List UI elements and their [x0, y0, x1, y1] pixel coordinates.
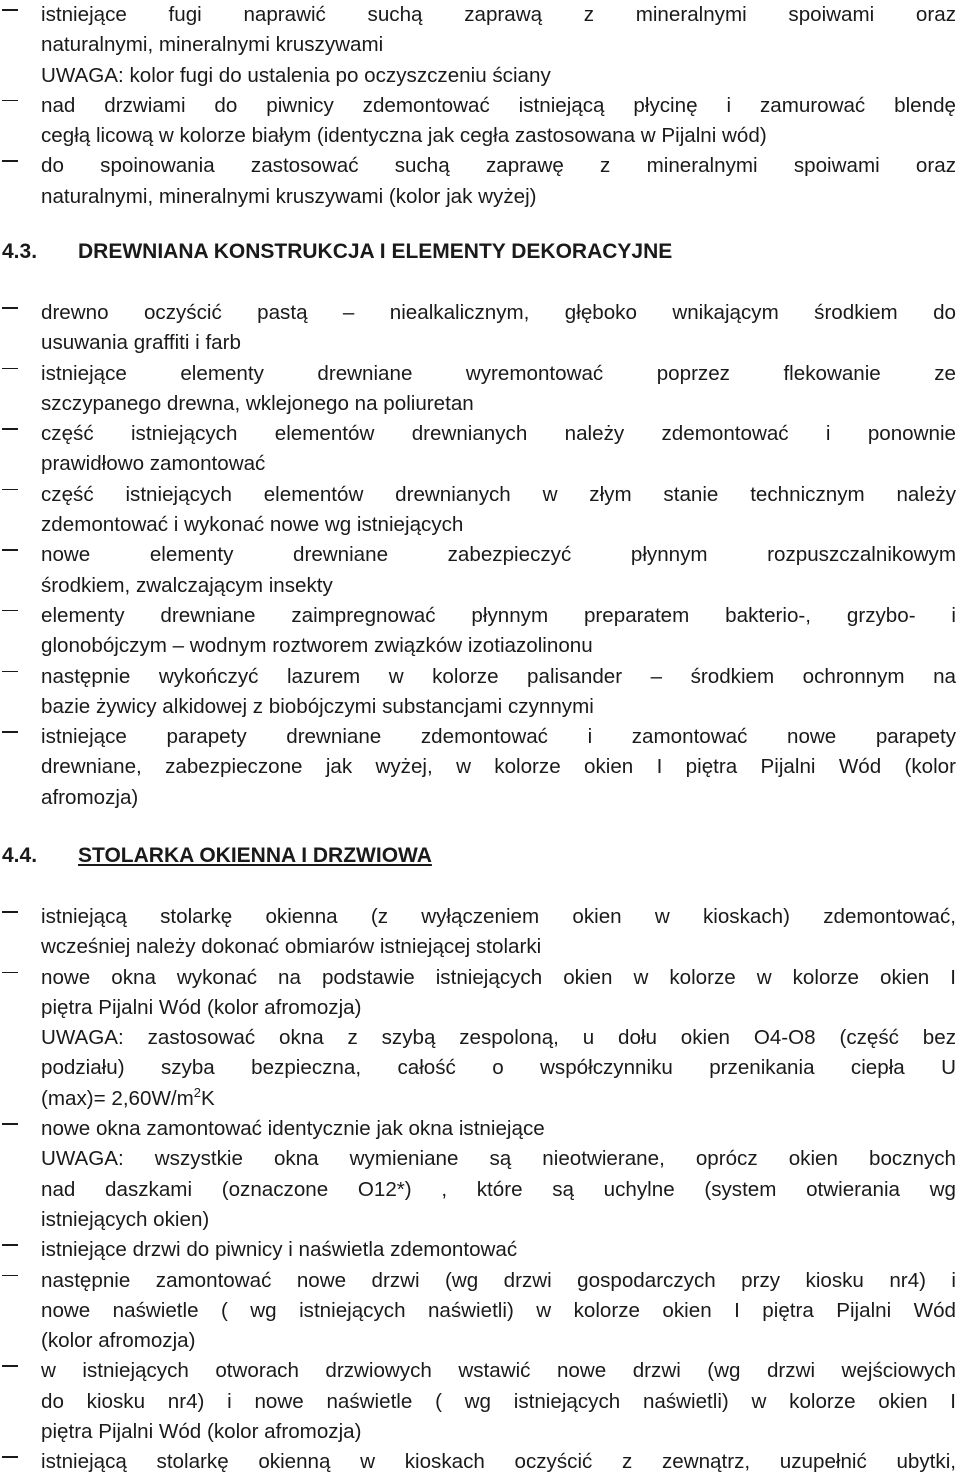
text-line: UWAGA: zastosować okna z szybą zespoloną, u dołu okien O4-O8 (część bez [41, 1026, 956, 1050]
text-line: istniejące drzwi do piwnicy i naświetla zdemontować [41, 1238, 518, 1262]
section-heading [2, 841, 432, 871]
text-line: naturalnymi, mineralnymi kruszywami [41, 33, 384, 57]
text-line: część istniejących elementów drewnianych w złym stanie technicznym należy [41, 482, 956, 506]
list-item [0, 419, 960, 480]
text-line: bazie żywicy alkidowej z biobójczymi substancjami czynnymi [41, 694, 594, 718]
text-line: elementy drewniane zaimpregnować płynnym preparatem bakterio-, grzybo- i [41, 603, 956, 627]
text-line: do kiosku nr4) i nowe naświetle ( wg istniejących naświetli) w kolorze okien I [41, 1389, 956, 1413]
intro-list [0, 0, 960, 212]
text-line: nowe naświetle ( wg istniejących naświetli) w kolorze okien I piętra Pijalni Wód [41, 1298, 956, 1322]
section-list [0, 298, 960, 813]
section-number: 4.4. [2, 844, 38, 867]
text-line: istniejące parapety drewniane zdemontować i zamontować nowe parapety [41, 725, 956, 749]
text-line: drewniane, zabezpieczone jak wyżej, w kolorze okien I piętra Pijalni Wód (kolor [41, 755, 956, 779]
text-line: naturalnymi, mineralnymi kruszywami (kolor jak wyżej) [41, 184, 537, 208]
list-item [0, 1114, 960, 1235]
text-line: prawidłowo zamontować [41, 452, 266, 476]
text-line: w istniejących otworach drzwiowych wstawić nowe drzwi (wg drzwi wejściowych [41, 1359, 956, 1383]
section-heading [2, 237, 672, 267]
text-line: drewno oczyścić pastą – niealkalicznym, głęboko wnikającym środkiem do [41, 301, 956, 324]
text-line: istniejących okien) [41, 1207, 210, 1231]
list-item [0, 662, 960, 723]
list-item [0, 1447, 960, 1477]
text-line: następnie wykończyć lazurem w kolorze palisander – środkiem ochronnym na [41, 664, 956, 688]
text-line: wcześniej należy dokonać obmiarów istniejącej stolarki [41, 935, 542, 959]
list-item [0, 963, 960, 1114]
text-line: środkiem, zwalczającym insekty [41, 573, 333, 597]
text-line: nowe okna wykonać na podstawie istniejących okien w kolorze w kolorze okien I [41, 965, 956, 989]
text-line: następnie zamontować nowe drzwi (wg drzwi gospodarczych przy kiosku nr4) i [41, 1268, 956, 1292]
text-line: część istniejących elementów drewnianych należy zdemontować i ponownie [41, 422, 956, 446]
list-item [0, 298, 960, 359]
list-item [0, 722, 960, 813]
list-item [0, 480, 960, 541]
text-line: nad daszkami (oznaczone O12*) , które są uchylne (system otwierania wg [41, 1177, 956, 1201]
list-item [0, 91, 960, 152]
formula-line [41, 1084, 956, 1114]
text-line: istniejące fugi naprawić suchą zaprawą z mineralnymi spoiwami oraz [41, 3, 956, 26]
text-line: piętra Pijalni Wód (kolor afromozja) [41, 995, 362, 1019]
text-line: szczypanego drewna, wklejonego na poliuretan [41, 391, 474, 415]
text-line: afromozja) [41, 785, 139, 809]
text-line: istniejące elementy drewniane wyremontować poprzez flekowanie ze [41, 361, 956, 385]
text-line: istniejącą stolarkę okienna (z wyłączeniem okien w kioskach) zdemontować, [41, 905, 956, 928]
list-item [0, 1235, 960, 1265]
text-line: podziału) szyba bezpieczna, całość o współczynniku przenikania ciepła U [41, 1056, 956, 1080]
section-number: 4.3. [2, 240, 38, 263]
text-line: UWAGA: kolor fugi do ustalenia po oczyszczeniu ściany [41, 63, 551, 87]
list-item [0, 0, 960, 91]
list-item [0, 540, 960, 601]
text-line: usuwania graffiti i farb [41, 331, 241, 355]
formula-exponent: 2 [193, 1084, 201, 1100]
text-line: nad drzwiami do piwnicy zdemontować istniejącą płycinę i zamurować blendę [41, 93, 956, 117]
list-item [0, 601, 960, 662]
formula-prefix: (max)= 2,60W/m [41, 1086, 194, 1110]
text-line: (kolor afromozja) [41, 1329, 196, 1353]
text-line: UWAGA: wszystkie okna wymieniane są nieotwierane, oprócz okien bocznych [41, 1147, 956, 1171]
list-item [0, 1266, 960, 1357]
text-line: cegłą licową w kolorze białym (identyczna jak cegła zastosowana w Pijalni wód) [41, 124, 767, 148]
section-title: DREWNIANA KONSTRUKCJA I ELEMENTY DEKORACYJNE [78, 240, 673, 263]
list-item [0, 902, 960, 963]
text-line: nowe elementy drewniane zabezpieczyć płynnym rozpuszczalnikowym [41, 543, 956, 567]
text-line: nowe okna zamontować identycznie jak okna istniejące [41, 1117, 545, 1141]
text-line: zdemontować i wykonać nowe wg istniejących [41, 513, 464, 537]
section-list [0, 902, 960, 1478]
text-line: do spoinowania zastosować suchą zaprawę z mineralnymi spoiwami oraz [41, 154, 956, 178]
text-line: glonobójczym – wodnym roztworem związków izotiazolinonu [41, 634, 593, 658]
formula-unit: K [201, 1086, 215, 1110]
text-line: piętra Pijalni Wód (kolor afromozja) [41, 1420, 362, 1444]
section-title: STOLARKA OKIENNA I DRZWIOWA [78, 844, 432, 867]
list-item [0, 359, 960, 420]
list-item [0, 1356, 960, 1447]
list-item [0, 151, 960, 212]
text-line: istniejącą stolarkę okienną w kioskach oczyścić z zewnątrz, uzupełnić ubytki, [41, 1450, 956, 1474]
